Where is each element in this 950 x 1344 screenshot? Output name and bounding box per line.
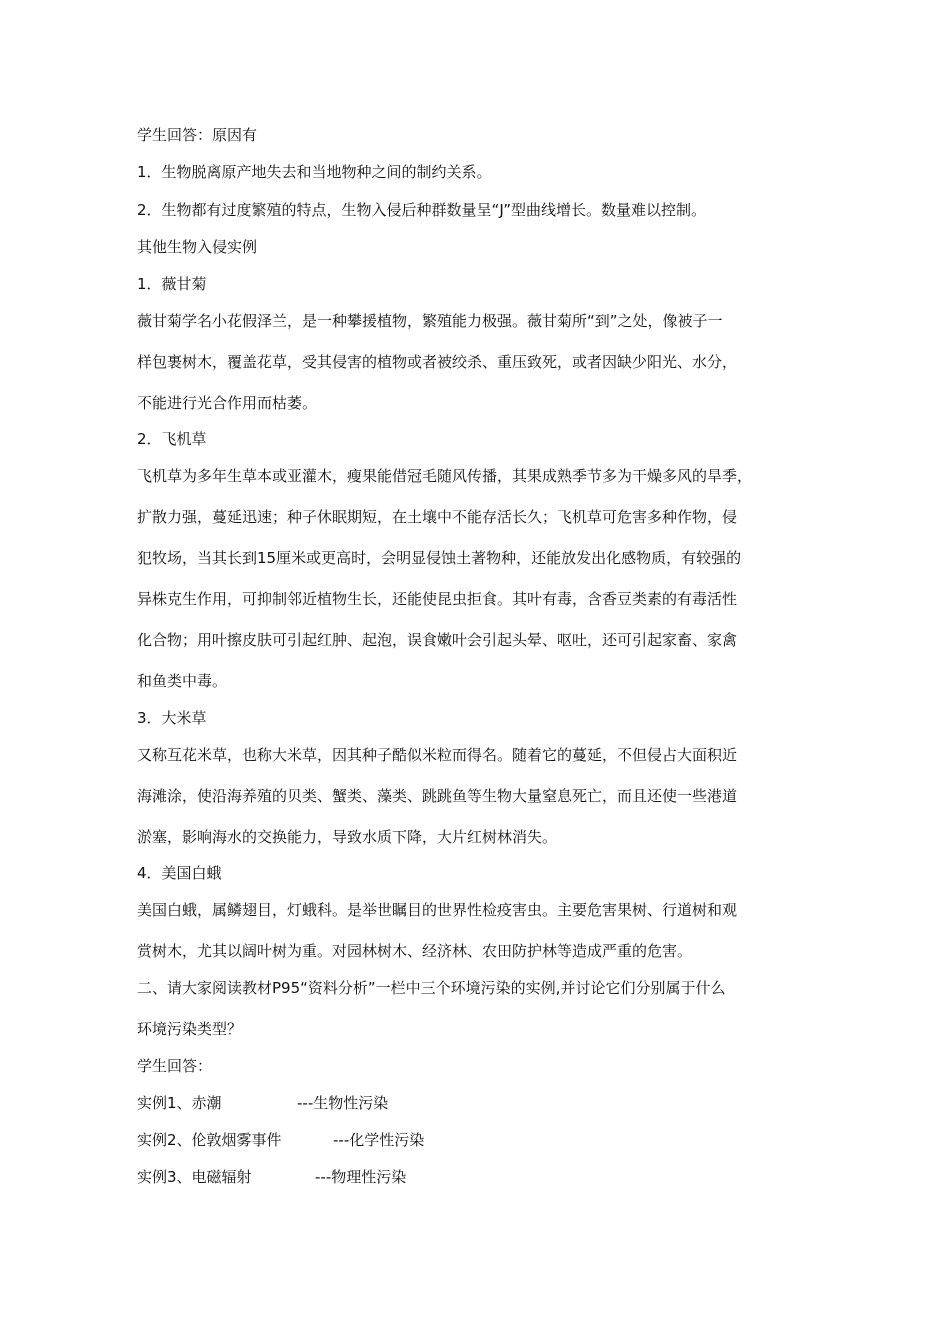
paragraph-line: 薇甘菊学名小花假泽兰，是一种攀援植物，繁殖能力极强。薇甘菊所“到”之处，像被子一	[137, 312, 723, 330]
paragraph-line: 和鱼类中毒。	[137, 672, 228, 690]
example-label: 实例3、电磁辐射	[137, 1168, 252, 1186]
paragraph-line: 淤塞，影响海水的交换能力，导致水质下降，大片红树林消失。	[137, 828, 558, 846]
paragraph-line: 不能进行光合作用而枯萎。	[137, 394, 318, 412]
answer-intro: 学生回答：原因有	[137, 126, 258, 144]
paragraph-line: 又称互花米草，也称大米草，因其种子酷似米粒而得名。随着它的蔓延，不但侵占大面积近	[137, 746, 738, 764]
pollution-type: ---物理性污染	[315, 1168, 407, 1186]
question-line: 二、请大家阅读教材P95“资料分析”一栏中三个环境污染的实例,并讨论它们分别属于什么	[137, 979, 726, 997]
paragraph-line: 赏树木，尤其以阔叶树为重。对园林树木、经济林、农田防护林等造成严重的危害。	[137, 942, 693, 960]
paragraph-line: 扩散力强，蔓延迅速；种子休眠期短，在土壤中不能存活长久；飞机草可危害多种作物，侵	[137, 508, 738, 526]
example-label: 实例2、伦敦烟雾事件	[137, 1131, 282, 1149]
example-heading-3: 3．大米草	[137, 709, 207, 727]
pollution-example-row	[137, 1093, 388, 1113]
pollution-type: ---生物性污染	[297, 1094, 389, 1112]
section-heading-examples: 其他生物入侵实例	[137, 238, 258, 256]
paragraph-line: 美国白蛾，属鳞翅目，灯蛾科。是举世瞩目的世界性检疫害虫。主要危害果树、行道树和观	[137, 901, 738, 919]
reason-1: 1．生物脱离原产地失去和当地物种之间的制约关系。	[137, 163, 492, 181]
paragraph-line: 样包裹树木，覆盖花草，受其侵害的植物或者被绞杀、重压致死，或者因缺少阳光、水分，	[137, 353, 738, 371]
example-heading-1: 1．薇甘菊	[137, 275, 207, 293]
paragraph-line: 海滩涂，使沿海养殖的贝类、蟹类、藻类、跳跳鱼等生物大量窒息死亡，而且还使一些港道	[137, 787, 738, 805]
pollution-example-row	[137, 1130, 424, 1150]
reason-2: 2．生物都有过度繁殖的特点，生物入侵后种群数量呈“J”型曲线增长。数量难以控制。	[137, 201, 707, 219]
paragraph-line: 犯牧场，当其长到15厘米或更高时，会明显侵蚀土著物种，还能放发出化感物质，有较强的	[137, 549, 742, 567]
pollution-example-row	[137, 1167, 406, 1187]
paragraph-line: 异株克生作用，可抑制邻近植物生长，还能使昆虫拒食。其叶有毒，含香豆类素的有毒活性	[137, 590, 738, 608]
example-label: 实例1、赤潮	[137, 1094, 222, 1112]
paragraph-line: 化合物；用叶擦皮肤可引起红肿、起泡，误食嫩叶会引起头晕、呕吐，还可引起家畜、家禽	[137, 631, 738, 649]
example-heading-2: 2．飞机草	[137, 430, 207, 448]
question-line: 环境污染类型？	[137, 1020, 243, 1038]
example-heading-4: 4．美国白蛾	[137, 864, 222, 882]
student-answer-label: 学生回答：	[137, 1057, 213, 1075]
paragraph-line: 飞机草为多年生草本或亚灌木，瘦果能借冠毛随风传播，其果成熟季节多为干燥多风的旱季，	[137, 467, 753, 485]
pollution-type: ---化学性污染	[333, 1131, 425, 1149]
